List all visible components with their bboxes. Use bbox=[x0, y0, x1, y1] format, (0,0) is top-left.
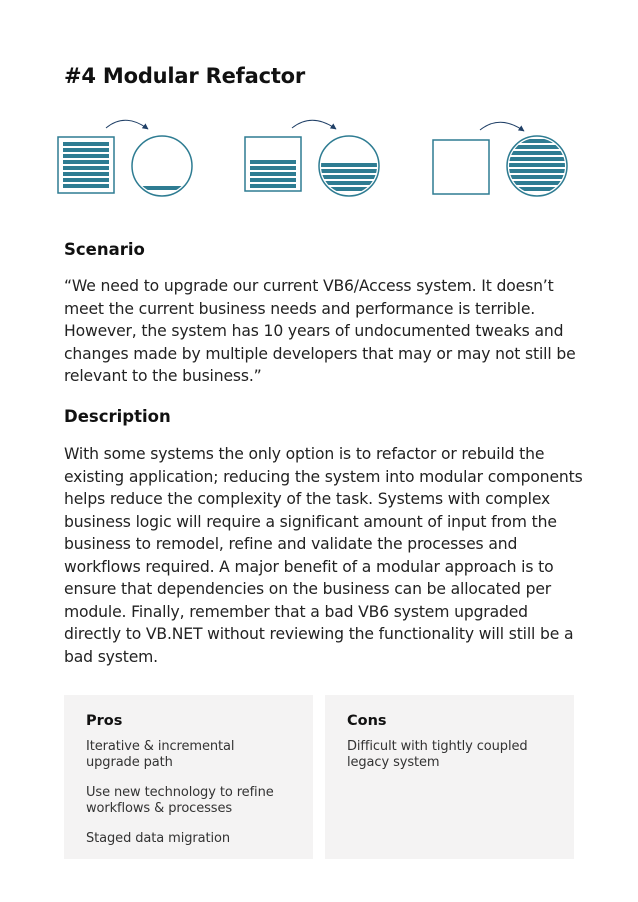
pros-item: Staged data migration bbox=[86, 831, 231, 846]
description-text: With some systems the only option is to refactor or rebuild the existing application; reducing the system into modular components helps reduce the complexity of the task. Systems with complex business logic will require a significant amount of input from the business to remodel, refine and validate the processes and workflows required. A major benefit of a modular approach is to ensure that dependencies on the business can be allocated per module. Finally, remember that a bad VB6 system upgraded directly to VB.NET without reviewing the functionality will still be a bad system. bbox=[64, 445, 583, 666]
pros-title: Pros bbox=[86, 713, 123, 729]
migration-diagram bbox=[0, 0, 638, 210]
cons-title: Cons bbox=[347, 713, 387, 729]
pros-item: Iterative & incremental upgrade path bbox=[86, 739, 235, 770]
pros-panel bbox=[64, 695, 313, 859]
page-title: #4 Modular Refactor bbox=[64, 64, 306, 88]
pros-item: Use new technology to refine workflows & processes bbox=[86, 785, 274, 816]
arrow-2-icon bbox=[292, 120, 336, 129]
description-heading: Description bbox=[64, 407, 171, 426]
arrow-1-icon bbox=[106, 120, 148, 129]
scenario-text: “We need to upgrade our current VB6/Access system. It doesn’t meet the current business needs and performance is terrible. However, the system has 10 years of undocumented tweaks and changes made by multiple developers that may or may not still be relevant to the business.” bbox=[64, 277, 576, 385]
empty-square-icon bbox=[433, 140, 489, 194]
scenario-heading: Scenario bbox=[64, 240, 145, 259]
cons-panel bbox=[325, 695, 574, 859]
stage-1-group bbox=[58, 120, 194, 196]
stage-2-group bbox=[245, 120, 382, 196]
cons-item: Difficult with tightly coupled legacy system bbox=[347, 739, 528, 770]
cons-list bbox=[347, 739, 552, 771]
stage-3-group bbox=[433, 122, 570, 196]
arrow-3-icon bbox=[480, 122, 524, 131]
pros-list bbox=[86, 739, 291, 847]
